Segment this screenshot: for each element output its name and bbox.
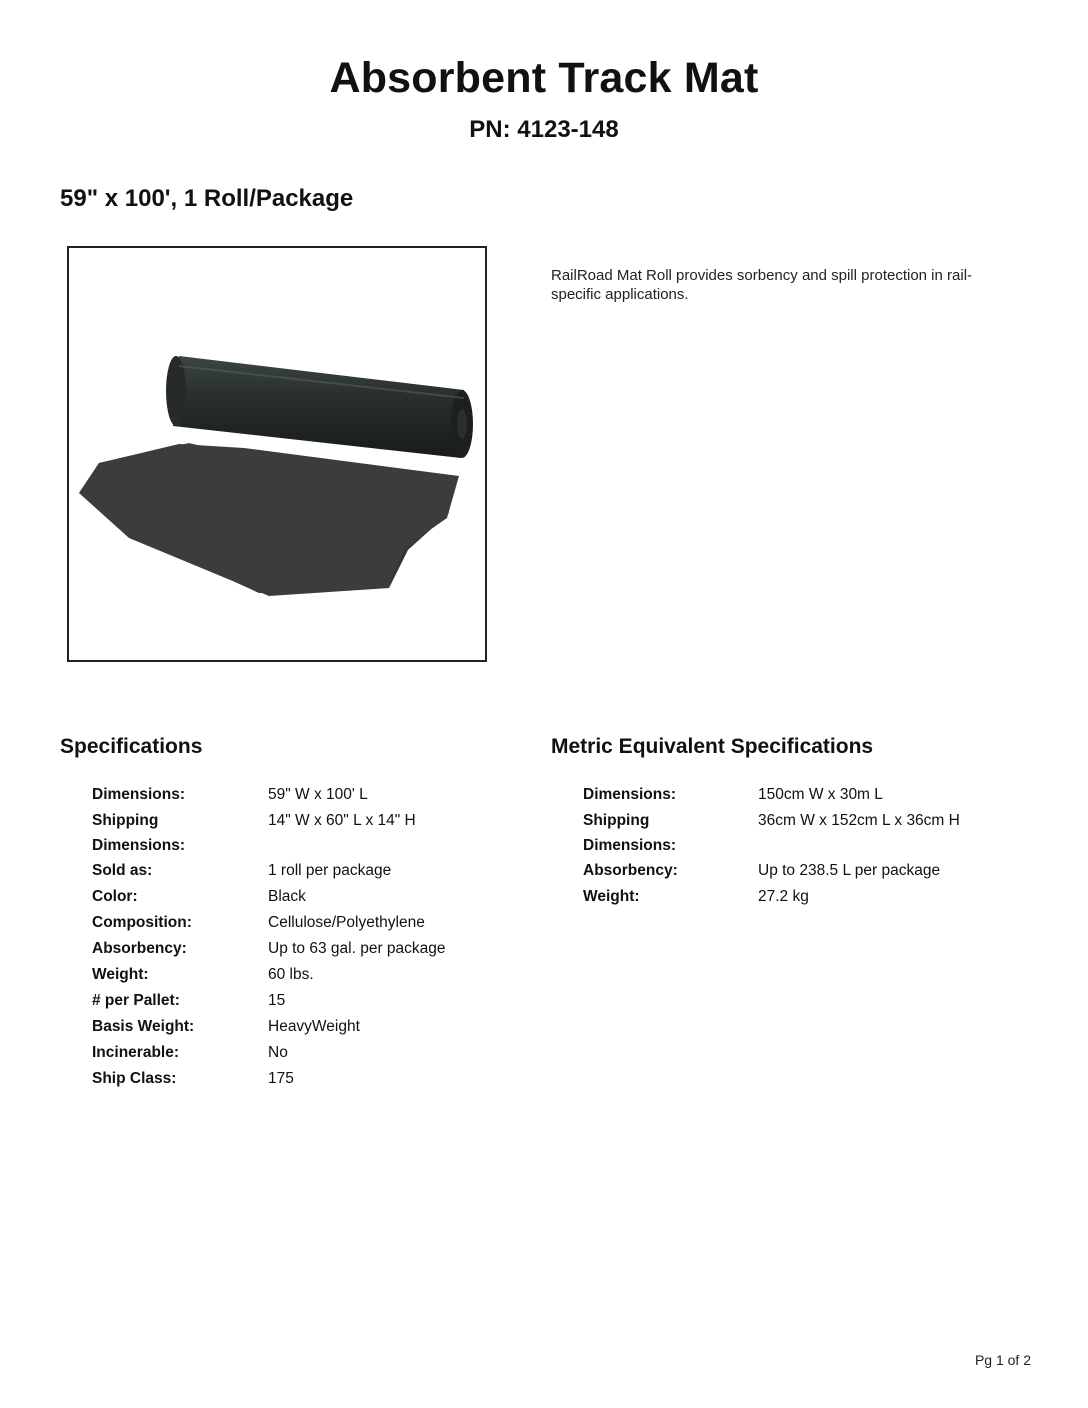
part-number: PN: 4123-148 xyxy=(469,116,619,143)
spec-label: # per Pallet: xyxy=(92,992,180,1009)
spec-label: Incinerable: xyxy=(92,1044,179,1061)
table-row xyxy=(92,1015,518,1041)
spec-value: 27.2 kg xyxy=(758,888,809,905)
spec-value: 175 xyxy=(268,1070,294,1087)
spec-value: HeavyWeight xyxy=(268,1018,360,1035)
spec-label: Weight: xyxy=(583,888,640,905)
spec-value: 36cm W x 152cm L x 36cm H xyxy=(758,812,960,829)
page-number: Pg 1 of 2 xyxy=(974,1352,1031,1368)
spec-value: 150cm W x 30m L xyxy=(758,786,883,803)
spec-label: Shipping Dimensions: xyxy=(583,812,677,854)
spec-label: Dimensions: xyxy=(92,786,186,803)
table-row xyxy=(92,911,518,937)
metric-specifications-table xyxy=(583,783,1018,911)
spec-value: No xyxy=(268,1044,288,1061)
spec-label: Dimensions: xyxy=(583,786,677,803)
spec-label: Sold as: xyxy=(92,862,153,879)
document-title: Absorbent Track Mat xyxy=(329,54,759,102)
spec-value: 14" W x 60" L x 14" H xyxy=(268,812,416,829)
spec-value: Up to 63 gal. per package xyxy=(268,940,446,957)
spec-value: 15 xyxy=(268,992,286,1009)
table-row xyxy=(583,859,1018,885)
table-row xyxy=(92,859,518,885)
spec-label: Color: xyxy=(92,888,138,905)
spec-label: Absorbency: xyxy=(583,862,678,879)
product-size-heading: 59" x 100', 1 Roll/Package xyxy=(60,185,354,212)
spec-value: Black xyxy=(268,888,306,905)
spec-label: Basis Weight: xyxy=(92,1018,195,1035)
spec-label: Ship Class: xyxy=(92,1070,177,1087)
spec-label: Composition: xyxy=(92,914,192,931)
table-row xyxy=(583,783,1018,809)
rolled-black-mat-image xyxy=(69,248,485,660)
table-row xyxy=(92,783,518,809)
table-row xyxy=(92,1067,518,1093)
specifications-table xyxy=(92,783,518,1093)
table-row xyxy=(92,963,518,989)
table-row xyxy=(92,989,518,1015)
product-description: RailRoad Mat Roll provides sorbency and spill protection in rail-specific applications. xyxy=(551,267,973,303)
specifications-heading: Specifications xyxy=(60,735,203,758)
spec-label: Weight: xyxy=(92,966,149,983)
table-row xyxy=(92,885,518,911)
table-row xyxy=(583,809,1018,859)
spec-value: 59" W x 100' L xyxy=(268,786,368,803)
spec-value: Up to 238.5 L per package xyxy=(758,862,941,879)
spec-label: Shipping Dimensions: xyxy=(92,812,186,854)
spec-label: Absorbency: xyxy=(92,940,187,957)
table-row xyxy=(583,885,1018,911)
spec-value: 60 lbs. xyxy=(268,966,314,983)
spec-value: 1 roll per package xyxy=(268,862,392,879)
table-row xyxy=(92,809,518,859)
metric-specifications-heading: Metric Equivalent Specifications xyxy=(551,735,874,758)
table-row xyxy=(92,937,518,963)
spec-value: Cellulose/Polyethylene xyxy=(268,914,425,931)
product-image xyxy=(67,246,487,662)
table-row xyxy=(92,1041,518,1067)
